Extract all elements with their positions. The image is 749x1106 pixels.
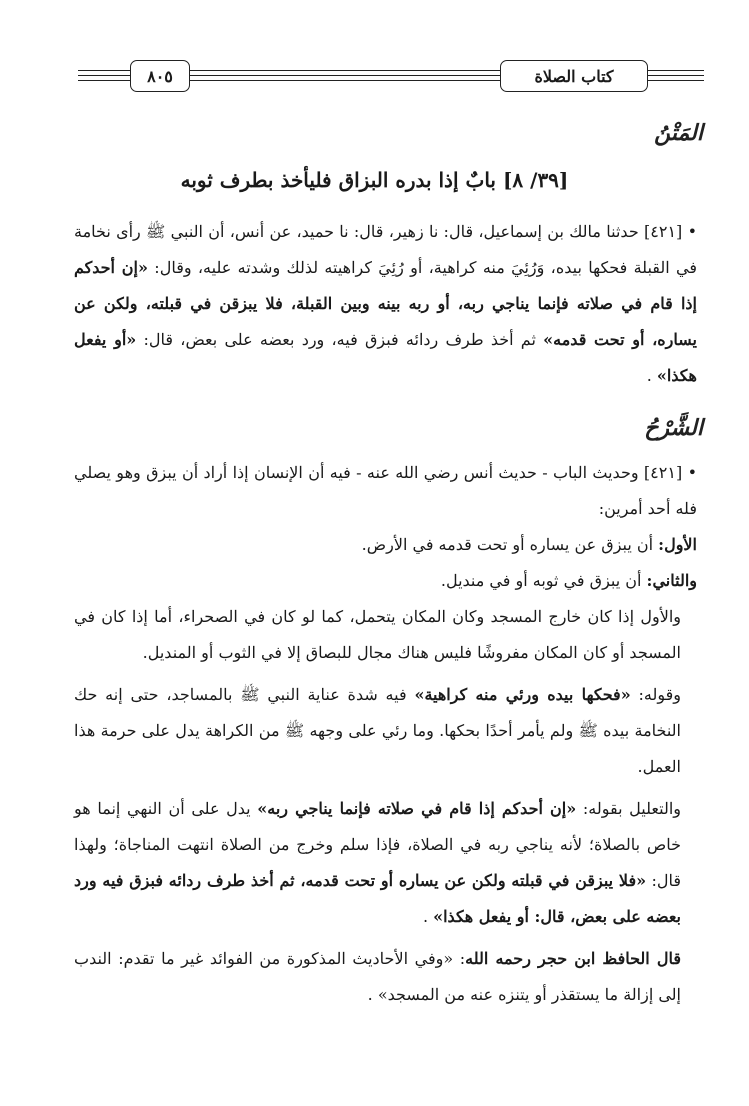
sharh-paragraph-5 xyxy=(74,941,697,1013)
p4-quote: «إن أحدكم إذا قام في صلاته فإنما يناجي ربه» xyxy=(257,799,577,818)
p4-end: . xyxy=(422,907,434,926)
first-text: أن يبزق عن يساره أو تحت قدمه في الأرض. xyxy=(361,535,659,554)
hadith-narration-cont: ثم أخذ طرف ردائه فبزق فيه، ورد بعضه على بعض، قال: xyxy=(136,330,544,349)
first-label: الأول: xyxy=(658,535,697,554)
hadith-quote-2: «أو يفعل هكذا» xyxy=(74,330,697,385)
p5-quote: : «وفي الأحاديث المذكورة من الفوائد غير ما تقدم: الندب إلى إزالة ما يستقذر أو يتنزه عنه من المسجد» . xyxy=(74,949,681,1004)
page-number: ٨٠٥ xyxy=(130,60,190,92)
p4-text: يدل على أن النهي إنما هو خاص بالصلاة؛ لأنه يناجي ربه في الصلاة، فإذا سلم وخرج من الصلاة انتهت المناجاة؛ ولهذا قال: xyxy=(74,799,681,890)
hadith-paragraph xyxy=(74,214,697,394)
sharh-intro: وحديث الباب - حديث أنس رضي الله عنه - فيه أن الإنسان إذا أراد أن يبزق وهو يصلي فله أحد أمرين: xyxy=(74,463,697,518)
hadith-text xyxy=(74,214,697,394)
p3-text: فيه شدة عناية النبي ﷺ بالمساجد، حتى إنه حك النخامة بيده ﷺ ولم يأمر أحدًا بحكها. وما رئي على وجهه ﷺ من الكراهة يدل على حرمة هذا العمل. xyxy=(74,685,681,776)
sharh-paragraph-2: والأول إذا كان خارج المسجد وكان المكان يتحمل، كما لو كان في الصحراء، أما إذا كان في المسجد أو كان المكان مفروشًا فليس هناك مجال للبصاق إلا في الثوب أو المنديل. xyxy=(74,607,681,662)
hadith-number: [٤٢١] xyxy=(644,222,683,241)
sharh-paragraph-1 xyxy=(74,455,697,527)
hadith-quote: «إن أحدكم إذا قام في صلاته فإنما يناجي ربه، أو ربه بينه وبين القبلة، فلا يبزقن في قبلته، ولكن عن يساره، أو تحت قدمه» xyxy=(74,258,698,349)
matn-label: المَتْنُ xyxy=(654,120,703,146)
hadith-narration: حدثنا مالك بن إسماعيل، قال: نا زهير، قال: نا حميد، عن أنس، أن النبي ﷺ رأى نخامة في القبلة فحكها بيده، وَرُئِيَ منه كراهية، أو رُئِيَ كراهيته لذلك وشدته عليه، وقال: xyxy=(74,222,698,277)
p3-quote: «فحكها بيده ورئي منه كراهية» xyxy=(414,685,631,704)
bullet: • xyxy=(687,463,697,482)
sharh-text xyxy=(74,455,697,1013)
hadith-end: . xyxy=(646,366,657,385)
sharh-label: الشَّرْحُ xyxy=(644,415,703,441)
hadith-number: [٤٢١] xyxy=(643,463,683,482)
p4-quote-2: «فلا يبزقن في قبلته ولكن عن يساره أو تحت قدمه، ثم أخذ طرف ردائه فبزق فيه ورد بعضه على بعض، قال: أو يفعل هكذا» xyxy=(74,871,681,926)
second-text: أن يبزق في ثوبه أو في منديل. xyxy=(440,571,647,590)
sharh-first xyxy=(74,527,697,563)
sharh-paragraph-4 xyxy=(74,791,697,935)
second-label: والثاني: xyxy=(646,571,697,590)
p5-lead: قال الحافظ ابن حجر رحمه الله xyxy=(465,949,682,968)
page-header xyxy=(78,56,704,98)
p4-lead: والتعليل بقوله: xyxy=(576,799,681,818)
p3-lead: وقوله: xyxy=(630,685,681,704)
bullet: • xyxy=(687,222,697,241)
chapter-title: [٣٩/ ٨] بابٌ إذا بدره البزاق فليأخذ بطرف ثوبه xyxy=(180,168,569,192)
sharh-paragraph-3 xyxy=(74,677,697,785)
sharh-second xyxy=(74,563,697,599)
book-title: كتاب الصلاة xyxy=(500,60,648,92)
